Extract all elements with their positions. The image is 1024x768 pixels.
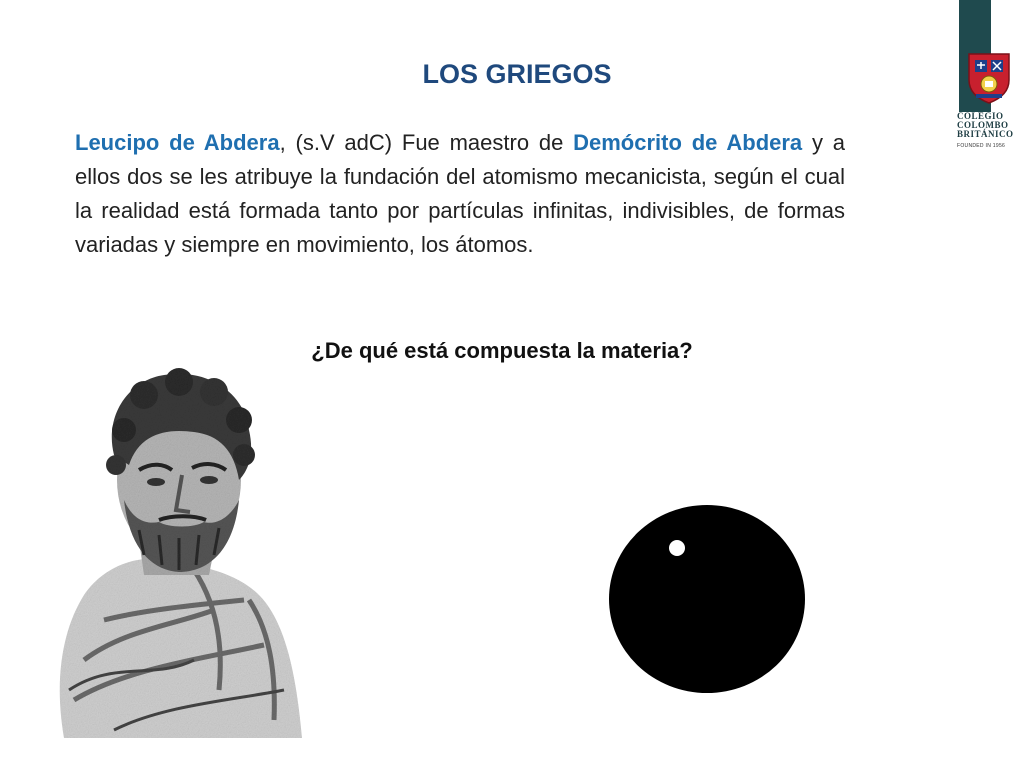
logo-line-2: COLOMBO: [957, 120, 1009, 130]
body-text-1: , (s.V adC) Fue maestro de: [279, 130, 574, 155]
name-leucipo: Leucipo de Abdera: [75, 130, 280, 155]
democritus-bust-image: [44, 360, 302, 738]
body-paragraph: [75, 126, 845, 262]
logo-line-3: BRITÁNICO: [957, 129, 1014, 139]
logo-founded: FOUNDED IN 1956: [957, 143, 1006, 149]
question-heading: ¿De qué está compuesta la materia?: [311, 338, 693, 363]
logo-line-1: COLEGIO: [957, 111, 1004, 121]
atom-sphere-image: [606, 503, 808, 695]
body-text-2: y a ellos dos se les atribuye la fundación del atomismo mecanicista, según el cual la realidad está formada tanto por partículas infinitas, indivisibles, de formas variadas y siempre en movimiento, los átomos.: [75, 130, 845, 257]
slide-title: LOS GRIEGOS: [422, 59, 612, 89]
logo-wordmark: [957, 112, 1019, 151]
name-democrito: Demócrito de Abdera: [573, 130, 803, 155]
